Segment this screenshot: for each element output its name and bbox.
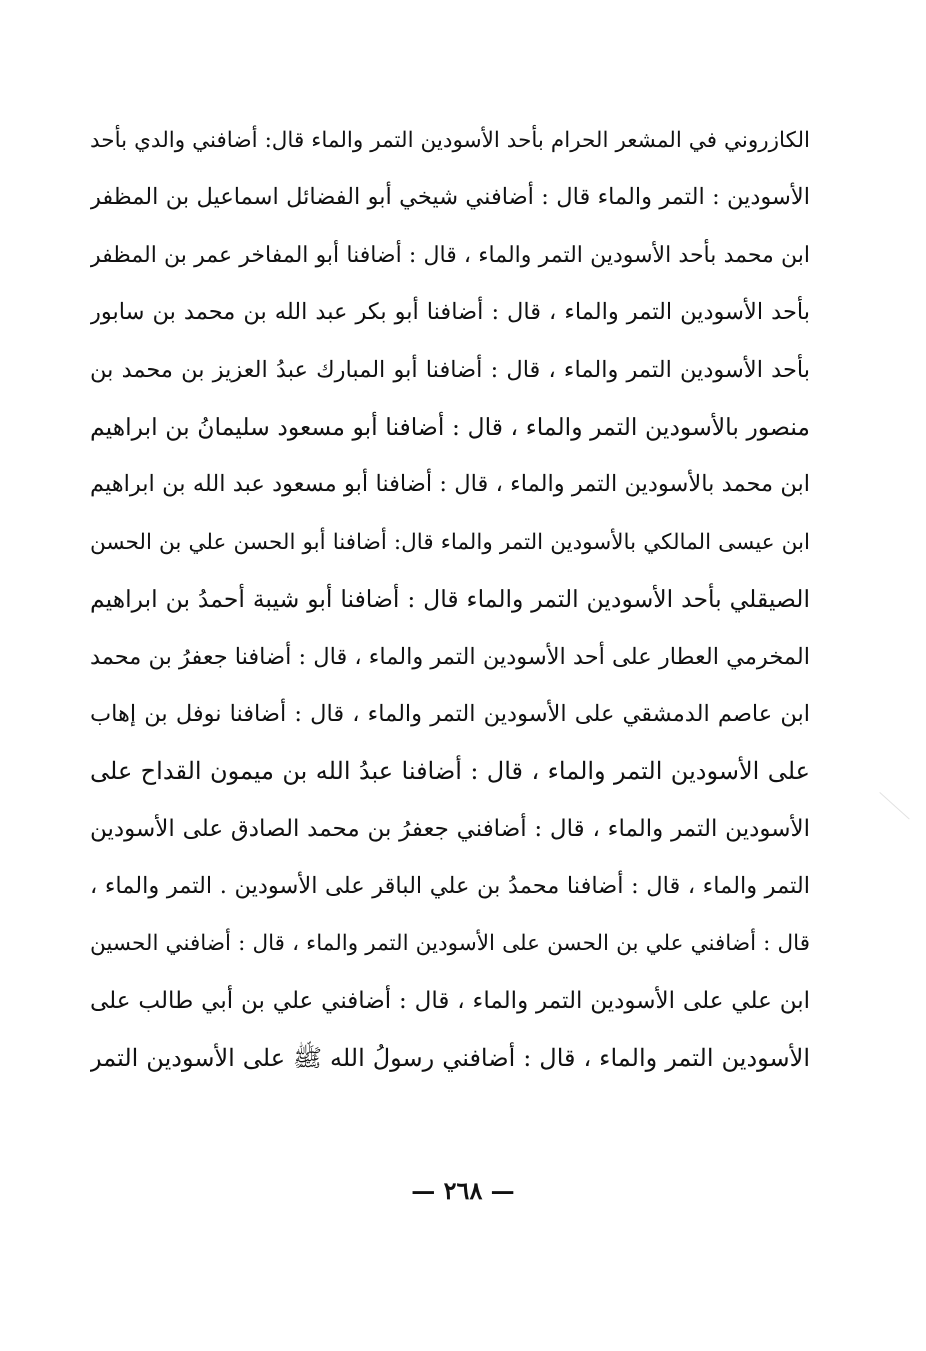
text-line: بأحد الأسودين التمر والماء ، قال : أضافنا أبو المبارك عبدُ العزيز بن محمد بن: [90, 356, 810, 383]
text-line: ابن علي على الأسودين التمر والماء ، قال : أضافني علي بن أبي طالب على: [90, 987, 810, 1014]
text-line: الكازروني في المشعر الحرام بأحد الأسودين التمر والماء قال: أضافني والدي بأحد: [90, 128, 810, 153]
text-line: منصور بالأسودين التمر والماء ، قال : أضافنا أبو مسعود سليمانُ بن ابراهيم: [90, 412, 810, 441]
text-line: التمر والماء ، قال : أضافنا محمدُ بن علي الباقر على الأسودين . التمر والماء ،: [90, 873, 810, 900]
page-number: — ٢٦٨ —: [411, 1176, 515, 1205]
scan-artifact: [853, 792, 910, 849]
text-line: المخرمي العطار على أحد الأسودين التمر والماء ، قال : أضافنا جعفرُ بن محمد: [90, 643, 810, 670]
text-line: ابن عيسى المالكي بالأسودين التمر والماء قال: أضافنا أبو الحسن علي بن الحسن: [90, 529, 810, 555]
text-line: قال : أضافني علي بن الحسن على الأسودين التمر والماء ، قال : أضافني الحسين: [90, 931, 810, 957]
text-line: الصيقلي بأحد الأسودين التمر والماء قال : أضافنا أبو شيبة أحمدُ بن ابراهيم: [90, 585, 810, 614]
text-line: ابن عاصم الدمشقي على الأسودين التمر والماء ، قال : أضافنا نوفل بن إهاب: [90, 700, 810, 727]
text-line: على الأسودين التمر والماء ، قال : أضافنا عبدُ الله بن ميمون القداح على: [90, 757, 810, 786]
text-line: الأسودين التمر والماء ، قال : أضافني جعفرُ بن محمد الصادق على الأسودين: [90, 815, 810, 842]
text-line: الأسودين : التمر والماء قال : أضافني شيخي أبو الفضائل اسماعيل بن المظفر: [90, 184, 810, 211]
text-line: الأسودين التمر والماء ، قال : أضافني رسولُ الله ﷺ على الأسودين التمر: [90, 1044, 810, 1073]
body-text: [90, 112, 810, 1088]
text-line: ابن محمد بالأسودين التمر والماء ، قال : أضافنا أبو مسعود عبد الله بن ابراهيم: [90, 471, 810, 498]
text-line: بأحد الأسودين التمر والماء ، قال : أضافنا أبو بكر عبد الله بن محمد بن سابور: [90, 299, 810, 326]
text-line: ابن محمد بأحد الأسودين التمر والماء ، قال : أضافنا أبو المفاخر عمر بن المظفر: [90, 242, 810, 268]
